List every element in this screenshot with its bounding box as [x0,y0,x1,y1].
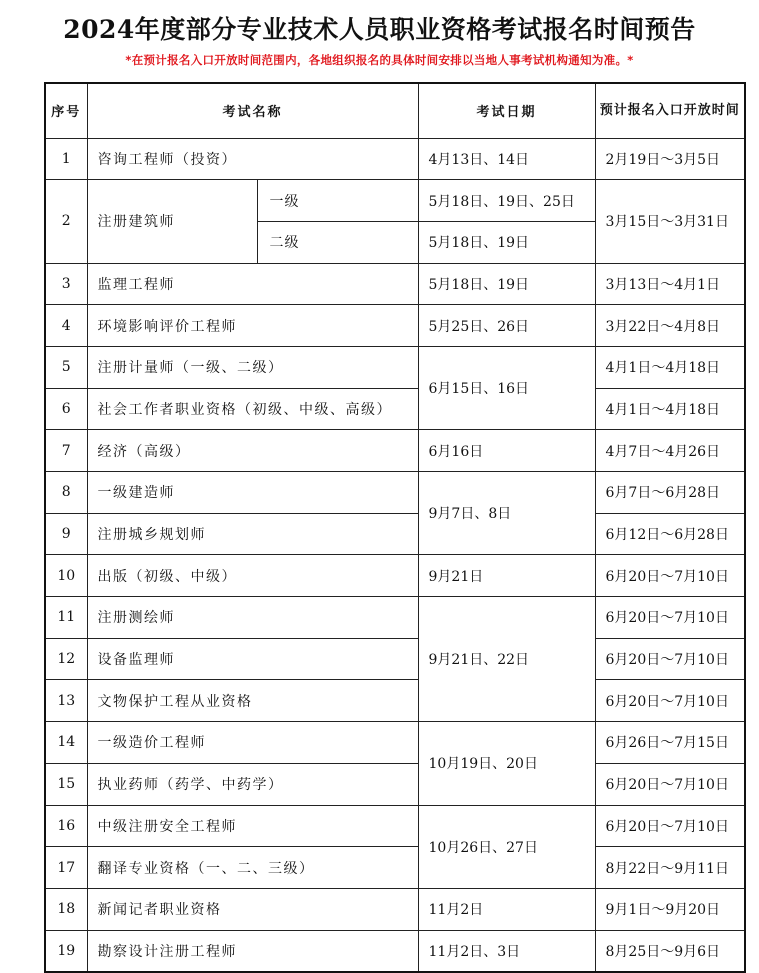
row-no: 3 [45,263,87,305]
page-title: 2024年度部分专业技术人员职业资格考试报名时间预告 [63,15,696,44]
exam-date: 10月26日、27日 [418,805,595,888]
exam-schedule-table [44,82,746,973]
exam-date: 11月2日、3日 [418,930,595,972]
registration-time: 4月1日～4月18日 [595,388,745,430]
registration-time: 3月15日～3月31日 [595,180,745,263]
table-row [45,305,745,347]
registration-time: 8月25日～9月6日 [595,930,745,972]
registration-time: 6月20日～7月10日 [595,597,745,639]
exam-date: 9月21日、22日 [418,597,595,722]
table-row [45,263,745,305]
table-row [45,680,745,722]
row-no: 8 [45,472,87,514]
exam-date: 5月18日、19日 [418,263,595,305]
table-row [45,180,745,222]
table-row [45,888,745,930]
row-no: 12 [45,638,87,680]
row-no: 6 [45,388,87,430]
exam-name: 文物保护工程从业资格 [87,680,418,722]
exam-date: 5月25日、26日 [418,305,595,347]
header-no: 序号 [45,83,87,138]
exam-name: 注册测绘师 [87,597,418,639]
row-no: 19 [45,930,87,972]
header-registration-time: 预计报名入口开放时间 [595,83,745,138]
row-no: 1 [45,138,87,180]
registration-time: 6月20日～7月10日 [595,763,745,805]
table-row [45,472,745,514]
registration-time: 6月7日～6月28日 [595,472,745,514]
exam-name: 注册建筑师 [87,180,257,263]
row-no: 15 [45,763,87,805]
row-no: 9 [45,513,87,555]
header-exam-name: 考试名称 [87,83,418,138]
registration-time: 6月26日～7月15日 [595,722,745,764]
exam-level: 一级 [257,180,418,222]
exam-name: 设备监理师 [87,638,418,680]
registration-time: 9月1日～9月20日 [595,888,745,930]
table-row [45,805,745,847]
exam-name: 一级造价工程师 [87,722,418,764]
row-no: 11 [45,597,87,639]
registration-time: 6月12日～6月28日 [595,513,745,555]
exam-date: 6月16日 [418,430,595,472]
row-no: 4 [45,305,87,347]
exam-name: 环境影响评价工程师 [87,305,418,347]
registration-time: 4月7日～4月26日 [595,430,745,472]
row-no: 18 [45,888,87,930]
registration-time: 6月20日～7月10日 [595,680,745,722]
registration-time: 3月22日～4月8日 [595,305,745,347]
exam-name: 新闻记者职业资格 [87,888,418,930]
exam-date: 5月18日、19日、25日 [418,180,595,222]
row-no: 10 [45,555,87,597]
exam-date: 6月15日、16日 [418,346,595,429]
registration-time: 2月19日～3月5日 [595,138,745,180]
exam-name: 注册城乡规划师 [87,513,418,555]
header-exam-date: 考试日期 [418,83,595,138]
registration-time: 6月20日～7月10日 [595,555,745,597]
table-header-row [45,83,745,138]
table-row [45,638,745,680]
table-row [45,138,745,180]
table-row [45,722,745,764]
table-row [45,763,745,805]
exam-date: 10月19日、20日 [418,722,595,805]
row-no: 7 [45,430,87,472]
table-row [45,847,745,889]
exam-name: 咨询工程师（投资） [87,138,418,180]
row-no: 2 [45,180,87,263]
exam-date: 9月7日、8日 [418,472,595,555]
registration-time: 6月20日～7月10日 [595,805,745,847]
row-no: 14 [45,722,87,764]
table-row [45,930,745,972]
exam-name: 执业药师（药学、中药学） [87,763,418,805]
registration-time: 6月20日～7月10日 [595,638,745,680]
exam-name: 一级建造师 [87,472,418,514]
row-no: 17 [45,847,87,889]
exam-date: 4月13日、14日 [418,138,595,180]
notice-text: *在预计报名入口开放时间范围内，各地组织报名的具体时间安排以当地人事考试机构通知为准。* [125,53,634,67]
exam-level: 二级 [257,221,418,263]
row-no: 5 [45,346,87,388]
table-row [45,346,745,388]
row-no: 16 [45,805,87,847]
exam-date: 11月2日 [418,888,595,930]
table-row [45,388,745,430]
registration-time: 8月22日～9月11日 [595,847,745,889]
table-row [45,597,745,639]
exam-name: 翻译专业资格（一、二、三级） [87,847,418,889]
exam-date: 5月18日、19日 [418,221,595,263]
exam-name: 出版（初级、中级） [87,555,418,597]
table-row [45,555,745,597]
table-row [45,430,745,472]
exam-name: 社会工作者职业资格（初级、中级、高级） [87,388,418,430]
exam-name: 监理工程师 [87,263,418,305]
exam-date: 9月21日 [418,555,595,597]
registration-time: 3月13日～4月1日 [595,263,745,305]
exam-name: 注册计量师（一级、二级） [87,346,418,388]
row-no: 13 [45,680,87,722]
exam-name: 中级注册安全工程师 [87,805,418,847]
table-row [45,513,745,555]
exam-name: 经济（高级） [87,430,418,472]
registration-time: 4月1日～4月18日 [595,346,745,388]
exam-name: 勘察设计注册工程师 [87,930,418,972]
